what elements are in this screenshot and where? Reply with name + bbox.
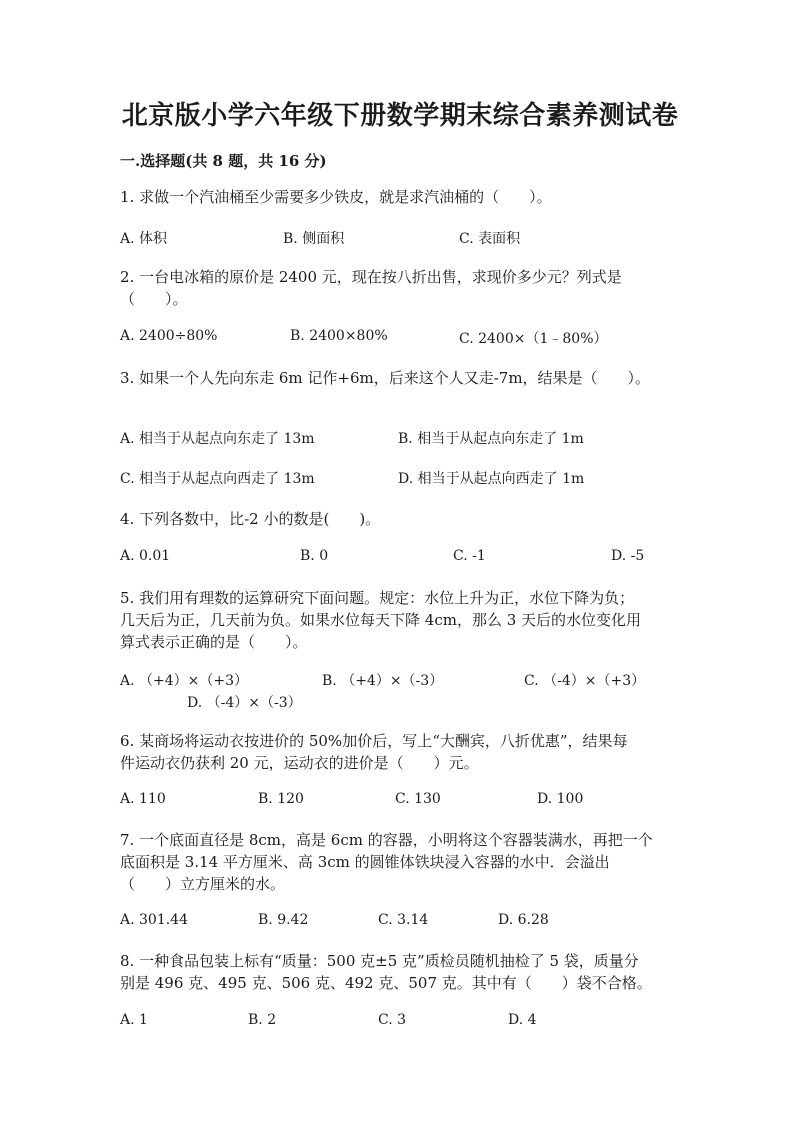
question-3-option-c: C. 相当于从起点向西走了 13m [120, 471, 315, 487]
question-5-stem-line: 5. 我们用有理数的运算研究下面问题。规定：水位上升为正，水位下降为负； [120, 589, 635, 607]
section-heading: 一.选择题(共 8 题，共 16 分) [120, 152, 327, 170]
question-5-option-b: B. （+4）×（-3） [322, 673, 444, 689]
question-6-option-c: C. 130 [395, 791, 441, 807]
question-7-option-c: C. 3.14 [378, 912, 429, 928]
question-8-option-b: B. 2 [248, 1012, 277, 1028]
question-3-option-d: D. 相当于从起点向西走了 1m [398, 471, 585, 487]
question-5-option-a: A. （+4）×（+3） [120, 673, 249, 689]
question-8-option-c: C. 3 [378, 1012, 407, 1028]
question-6-option-d: D. 100 [537, 791, 584, 807]
question-7-stem-line: （ ）立方厘米的水。 [120, 875, 286, 893]
question-2-stem-line: （ ）。 [120, 290, 188, 308]
question-8-option-d: D. 4 [508, 1012, 537, 1028]
question-2-option-b: B. 2400×80% [290, 328, 388, 344]
question-2-option-c: C. 2400×（1﹣80%） [459, 331, 608, 347]
question-8-stem-line: 8. 一种食品包装上标有“质量：500 克±5 克”质检员随机抽检了 5 袋，质量分 [120, 952, 639, 970]
question-6-option-a: A. 110 [120, 791, 166, 807]
question-3-option-b: B. 相当于从起点向东走了 1m [398, 431, 584, 447]
page-title: 北京版小学六年级下册数学期末综合素养测试卷 [121, 101, 679, 131]
question-2-option-a: A. 2400÷80% [120, 328, 218, 344]
question-3-option-a: A. 相当于从起点向东走了 13m [120, 431, 315, 447]
question-1-option-b: B. 侧面积 [283, 231, 345, 247]
question-4-stem: 4. 下列各数中，比-2 小的数是( )。 [120, 510, 381, 528]
question-8-stem-line: 别是 496 克、495 克、506 克、492 克、507 克。其中有（ ）袋不合格。 [120, 974, 652, 992]
question-4-option-b: B. 0 [300, 548, 329, 564]
question-8-option-a: A. 1 [120, 1012, 148, 1028]
question-2-stem-line: 2. 一台电冰箱的原价是 2400 元，现在按八折出售，求现价多少元？列式是 [120, 268, 622, 286]
question-5-stem-line: 算式表示正确的是（ ）。 [120, 633, 308, 651]
question-5-stem-line: 几天后为正，几天前为负。如果水位每天下降 4cm，那么 3 天后的水位变化用 [120, 611, 642, 629]
question-6-option-b: B. 120 [258, 791, 304, 807]
question-4-option-d: D. -5 [611, 548, 645, 564]
question-1-stem: 1. 求做一个汽油桶至少需要多少铁皮，就是求汽油桶的（ ）。 [120, 188, 552, 206]
question-7-option-d: D. 6.28 [498, 912, 549, 928]
question-6-stem-line: 6. 某商场将运动衣按进价的 50%加价后，写上“大酬宾，八折优惠”，结果每 [120, 732, 628, 750]
question-7-stem-line: 7. 一个底面直径是 8cm，高是 6cm 的容器，小明将这个容器装满水，再把一个 [120, 831, 653, 849]
question-4-option-a: A. 0.01 [120, 548, 171, 564]
question-6-stem-line: 件运动衣仍获利 20 元，运动衣的进价是（ ）元。 [120, 754, 479, 772]
question-1-option-c: C. 表面积 [459, 231, 521, 247]
question-7-stem-line: 底面积是 3.14 平方厘米、高 3cm 的圆锥体铁块浸入容器的水中．会溢出 [120, 853, 610, 871]
question-7-option-a: A. 301.44 [120, 912, 188, 928]
question-5-option-d: D. （-4）×（-3） [187, 695, 302, 711]
question-5-option-c: C. （-4）×（+3） [524, 673, 646, 689]
question-1-option-a: A. 体积 [120, 231, 168, 247]
question-4-option-c: C. -1 [453, 548, 486, 564]
question-3-stem: 3. 如果一个人先向东走 6m 记作+6m，后来这个人又走-7m，结果是（ ）。 [120, 369, 651, 387]
question-7-option-b: B. 9.42 [258, 912, 309, 928]
